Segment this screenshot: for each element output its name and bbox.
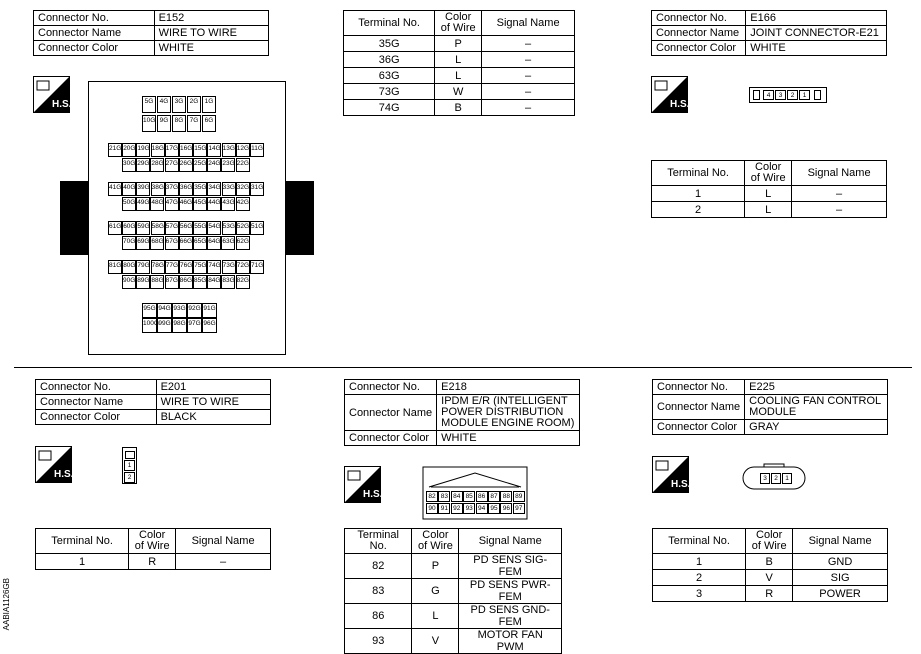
pin-cell: 29G — [136, 158, 150, 172]
e152-left-latch — [60, 181, 88, 255]
terminal-no: 2 — [653, 570, 746, 586]
pin-cell: 9G — [157, 115, 171, 132]
table-row — [345, 604, 562, 629]
pin-cell: 35G — [193, 182, 207, 196]
pin-cell: 18G — [151, 143, 165, 157]
pin-cell: 96G — [202, 318, 217, 333]
pin-cell: 31G — [250, 182, 264, 196]
pin-cell: 93 — [463, 503, 475, 514]
table-row — [653, 554, 888, 570]
pin-cell: 92G — [187, 303, 202, 318]
svg-text:H.S.: H.S. — [363, 489, 383, 500]
pin-cell: 84 — [451, 491, 463, 502]
pin-cell: 52G — [236, 221, 250, 235]
pin-cell: 16G — [179, 143, 193, 157]
pin-cell: 87 — [488, 491, 500, 502]
pin-cell: 51G — [250, 221, 264, 235]
pin-cell: 95G — [142, 303, 157, 318]
table-row — [345, 629, 562, 654]
pin-cell: 97 — [513, 503, 525, 514]
pin-cell: 43G — [221, 197, 235, 211]
pin-cell: 70G — [122, 236, 136, 250]
svg-text:H.S.: H.S. — [52, 99, 72, 110]
pin-cell: 45G — [193, 197, 207, 211]
pin-cell: 5G — [142, 96, 156, 113]
pin-cell: 66G — [179, 236, 193, 250]
pin-cell: 63G — [221, 236, 235, 250]
pin-cell: 36G — [179, 182, 193, 196]
pin-cell: 69G — [136, 236, 150, 250]
pin-cell: 12G — [236, 143, 250, 157]
hs-icon — [35, 446, 72, 483]
wire-color: R — [129, 554, 176, 570]
pin-cell: 57G — [165, 221, 179, 235]
signal-name: PD SENS PWR-FEM — [459, 579, 562, 604]
pin-cell: 20G — [122, 143, 136, 157]
pin-cell: 54G — [207, 221, 221, 235]
pin-cell: 96 — [500, 503, 512, 514]
wire-color: V — [746, 570, 793, 586]
pin-cell: 82G — [236, 275, 250, 289]
e218-terminal-table: Terminal No. Color of Wire Signal Name 82 P PD SENS SIG-FEM 83 G PD SENS PWR-FEM 86 L PD SENS GND-FEM 93 V MOTOR FAN PWM — [344, 528, 562, 654]
wire-color: B — [435, 100, 482, 116]
pin-cell: 94 — [476, 503, 488, 514]
section-divider — [14, 367, 912, 368]
signal-name: – — [792, 202, 887, 218]
terminal-no: 82 — [345, 554, 412, 579]
pin-cell: 55G — [193, 221, 207, 235]
hs-icon — [651, 76, 688, 113]
wire-color: V — [412, 629, 459, 654]
signal-name: – — [482, 84, 575, 100]
wire-color: P — [435, 36, 482, 52]
figure-code: AABIA1126GB — [2, 578, 11, 631]
pin-cell: 44G — [207, 197, 221, 211]
pin-cell: 22G — [236, 158, 250, 172]
e201-info-table: Connector No. E201 Connector Name WIRE TO WIRE Connector Color BLACK — [35, 379, 271, 425]
pin-cell: 50G — [122, 197, 136, 211]
signal-name: – — [482, 68, 575, 84]
signal-name: – — [176, 554, 271, 570]
pin-cell: 64G — [207, 236, 221, 250]
pin-cell: 88G — [150, 275, 164, 289]
pin-cell: 10G — [142, 115, 156, 132]
e225-info-table: Connector No. E225 Connector Name COOLING FAN CONTROL MODULE Connector Color GRAY — [652, 379, 888, 435]
terminal-no: 1 — [36, 554, 129, 570]
pin-cell: 47G — [165, 197, 179, 211]
pin-cell: 90 — [426, 503, 438, 514]
pin-cell: 98G — [172, 318, 187, 333]
wire-color: B — [746, 554, 793, 570]
e225-terminal-table: Terminal No. Color of Wire Signal Name 1 B GND 2 V SIG 3 R POWER — [652, 528, 888, 602]
pin-cell: 89G — [136, 275, 150, 289]
signal-name: – — [482, 52, 575, 68]
signal-name: MOTOR FAN PWM — [459, 629, 562, 654]
pin-cell: 73G — [222, 260, 236, 274]
pin-cell: 3 — [775, 90, 786, 100]
terminal-no: 93 — [345, 629, 412, 654]
pin-cell: 85G — [193, 275, 207, 289]
pin-cell: 71G — [250, 260, 264, 274]
pin-cell: 24G — [207, 158, 221, 172]
pin-cell: 26G — [179, 158, 193, 172]
terminal-no: 35G — [344, 36, 435, 52]
svg-text:H.S.: H.S. — [671, 479, 691, 490]
pin-cell: 2 — [771, 473, 781, 484]
pin-cell: 17G — [165, 143, 179, 157]
pin-cell: 8G — [172, 115, 186, 132]
pin-cell: 92 — [451, 503, 463, 514]
terminal-no: 83 — [345, 579, 412, 604]
pin-cell: 91 — [438, 503, 450, 514]
wire-color: R — [746, 586, 793, 602]
pin-cell: 91G — [202, 303, 217, 318]
e152-info-table: Connector No. E152 Connector Name WIRE TO WIRE Connector Color WHITE — [33, 10, 269, 56]
signal-name: SIG — [793, 570, 888, 586]
pin-cell: 41G — [108, 182, 122, 196]
e152-terminal-table: Terminal No. Color of Wire Signal Name 35G P – 36G L – 63G L – 73G W – 74G B – — [343, 10, 575, 116]
pin-cell: 79G — [136, 260, 150, 274]
table-row — [652, 186, 887, 202]
pin-cell: 4G — [157, 96, 171, 113]
wire-color: W — [435, 84, 482, 100]
pin-cell: 77G — [165, 260, 179, 274]
table-row — [345, 554, 562, 579]
pin-cell: 6G — [202, 115, 216, 132]
e166-info-table: Connector No. E166 Connector Name JOINT CONNECTOR-E21 Connector Color WHITE — [651, 10, 887, 56]
pin-cell: 38G — [151, 182, 165, 196]
pin-cell: 90G — [122, 275, 136, 289]
pin-cell: 28G — [150, 158, 164, 172]
pin-cell: 7G — [187, 115, 201, 132]
pin-cell: 3G — [172, 96, 186, 113]
pin-cell: 76G — [179, 260, 193, 274]
table-row — [344, 52, 575, 68]
pin-cell: 4 — [763, 90, 774, 100]
hs-icon — [652, 456, 689, 493]
pin-cell: 75G — [193, 260, 207, 274]
wire-color: G — [412, 579, 459, 604]
terminal-no: 73G — [344, 84, 435, 100]
pin-cell: 74G — [207, 260, 221, 274]
pin-cell: 86 — [476, 491, 488, 502]
e201-terminal-table: Terminal No. Color of Wire Signal Name 1 R – — [35, 528, 271, 570]
signal-name: PD SENS GND-FEM — [459, 604, 562, 629]
table-row — [345, 579, 562, 604]
wire-color: P — [412, 554, 459, 579]
pin-cell: 27G — [165, 158, 179, 172]
wire-color: L — [745, 186, 792, 202]
pin-cell: 68G — [150, 236, 164, 250]
pin-cell: 14G — [207, 143, 221, 157]
table-row — [653, 570, 888, 586]
pin-cell: 97G — [187, 318, 202, 333]
terminal-no: 1 — [652, 186, 745, 202]
pin-cell: 86G — [179, 275, 193, 289]
pin-cell: 93G — [172, 303, 187, 318]
e166-key — [814, 90, 821, 100]
e201-pin: 1 — [124, 460, 135, 471]
wire-color: L — [435, 68, 482, 84]
e218-info-table: Connector No. E218 Connector Name IPDM E/R (INTELLIGENT POWER DISTRIBUTION MODULE ENGINE ROOM) Connector Color WHITE — [344, 379, 580, 446]
pin-cell: 23G — [221, 158, 235, 172]
signal-name: – — [792, 186, 887, 202]
pin-cell: 48G — [150, 197, 164, 211]
pin-cell: 62G — [236, 236, 250, 250]
pin-cell: 1 — [799, 90, 810, 100]
e166-terminal-table: Terminal No. Color of Wire Signal Name 1 L – 2 L – — [651, 160, 887, 218]
pin-cell: 72G — [236, 260, 250, 274]
pin-cell: 60G — [122, 221, 136, 235]
pin-cell: 40G — [122, 182, 136, 196]
pin-cell: 21G — [108, 143, 122, 157]
pin-cell: 87G — [165, 275, 179, 289]
pin-cell: 88 — [500, 491, 512, 502]
e166-key — [753, 90, 760, 100]
pin-cell: 39G — [136, 182, 150, 196]
pin-cell: 100G — [142, 318, 157, 333]
table-row — [344, 100, 575, 116]
table-row — [344, 68, 575, 84]
signal-name: GND — [793, 554, 888, 570]
pin-cell: 34G — [207, 182, 221, 196]
pin-cell: 13G — [222, 143, 236, 157]
pin-cell: 85 — [463, 491, 475, 502]
pin-cell: 56G — [179, 221, 193, 235]
wire-color: L — [435, 52, 482, 68]
pin-cell: 82 — [426, 491, 438, 502]
wire-color: L — [745, 202, 792, 218]
terminal-no: 86 — [345, 604, 412, 629]
pin-cell: 32G — [236, 182, 250, 196]
terminal-no: 63G — [344, 68, 435, 84]
signal-name: – — [482, 36, 575, 52]
table-row — [344, 84, 575, 100]
pin-cell: 19G — [136, 143, 150, 157]
table-row — [652, 202, 887, 218]
e201-pin: 2 — [124, 472, 135, 483]
terminal-no: 3 — [653, 586, 746, 602]
pin-cell: 25G — [193, 158, 207, 172]
pin-cell: 95 — [488, 503, 500, 514]
pin-cell: 83G — [221, 275, 235, 289]
pin-cell: 46G — [179, 197, 193, 211]
pin-cell: 58G — [151, 221, 165, 235]
pin-cell: 59G — [136, 221, 150, 235]
e152-right-latch — [286, 181, 314, 255]
pin-cell: 33G — [222, 182, 236, 196]
e201-latch — [125, 451, 135, 459]
pin-cell: 53G — [222, 221, 236, 235]
pin-cell: 83 — [438, 491, 450, 502]
pin-cell: 65G — [193, 236, 207, 250]
terminal-no: 2 — [652, 202, 745, 218]
pin-cell: 94G — [157, 303, 172, 318]
terminal-no: 74G — [344, 100, 435, 116]
pin-cell: 1 — [782, 473, 792, 484]
hs-icon — [33, 76, 70, 113]
pin-cell: 15G — [193, 143, 207, 157]
pin-cell: 67G — [165, 236, 179, 250]
pin-cell: 81G — [108, 260, 122, 274]
hs-icon — [344, 466, 381, 503]
table-row — [344, 36, 575, 52]
table-row — [653, 586, 888, 602]
signal-name: – — [482, 100, 575, 116]
pin-cell: 37G — [165, 182, 179, 196]
svg-text:H.S.: H.S. — [54, 469, 74, 480]
pin-cell: 30G — [122, 158, 136, 172]
pin-cell: 89 — [513, 491, 525, 502]
terminal-no: 36G — [344, 52, 435, 68]
pin-cell: 3 — [760, 473, 770, 484]
pin-cell: 84G — [207, 275, 221, 289]
svg-text:H.S.: H.S. — [670, 99, 690, 110]
pin-cell: 2G — [187, 96, 201, 113]
pin-cell: 42G — [236, 197, 250, 211]
pin-cell: 11G — [250, 143, 264, 157]
terminal-no: 1 — [653, 554, 746, 570]
pin-cell: 80G — [122, 260, 136, 274]
signal-name: PD SENS SIG-FEM — [459, 554, 562, 579]
wire-color: L — [412, 604, 459, 629]
pin-cell: 61G — [108, 221, 122, 235]
table-row — [36, 554, 271, 570]
pin-cell: 1G — [202, 96, 216, 113]
pin-cell: 49G — [136, 197, 150, 211]
pin-cell: 78G — [151, 260, 165, 274]
pin-cell: 2 — [787, 90, 798, 100]
pin-cell: 99G — [157, 318, 172, 333]
signal-name: POWER — [793, 586, 888, 602]
